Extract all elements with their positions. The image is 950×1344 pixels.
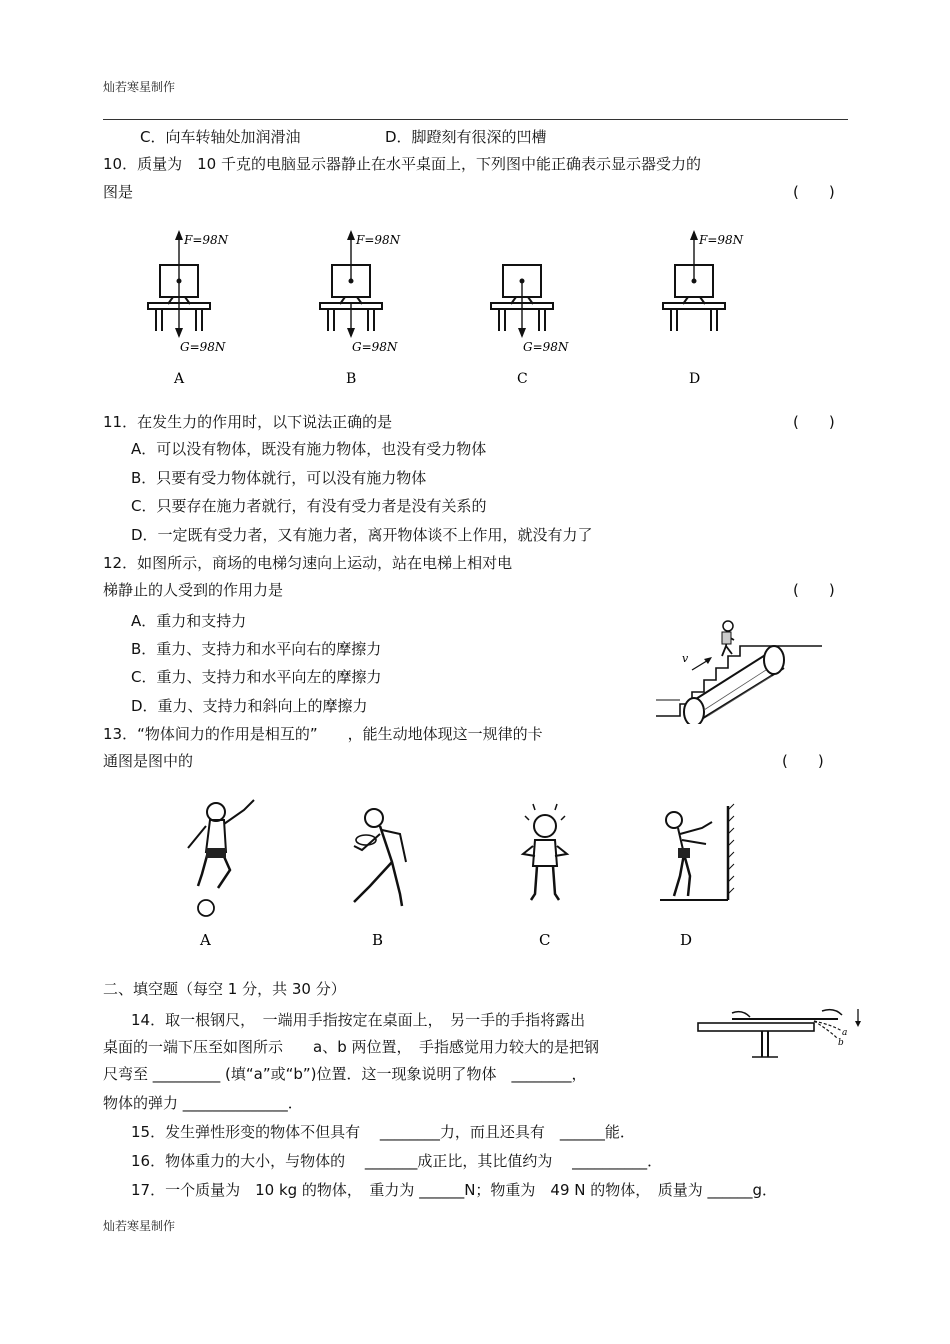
q11-option-c: C．只要存在施力者就行，有没有受力者是没有关系的	[131, 497, 487, 515]
q13-d-label: D	[680, 931, 693, 949]
q12-velocity-label: v	[682, 652, 689, 665]
q16-text: 16．物体重力的大小，与物体的 _______成正比，其比值约为 __________．	[131, 1152, 663, 1170]
q11-option-a: A．可以没有物体，既没有施力物体，也没有受力物体	[131, 440, 487, 458]
q12-option-a: A．重力和支持力	[131, 612, 247, 630]
q10-c-force-bottom: G=98N	[523, 340, 569, 354]
q13-cartoon-d	[660, 804, 734, 949]
q13-a-label: A	[200, 931, 211, 949]
q11-answer-paren: ( )	[793, 413, 835, 431]
q13-stem-line1: 13．“物体间力的作用是相互的” ，能生动地体现这一规律的卡	[103, 725, 543, 743]
header-divider	[103, 119, 848, 120]
q10-d-label: D	[689, 371, 701, 387]
q17-text: 17．一个质量为 10 kg 的物体， 重力为 ______N；物重为 49 N 的物体， 质量为 ______g．	[131, 1181, 778, 1199]
q13-cartoon-figure	[160, 790, 760, 960]
q14-line4: 物体的弹力 ______________．	[103, 1094, 303, 1112]
q12-option-d: D．重力、支持力和斜向上的摩擦力	[131, 697, 368, 715]
q12-option-b: B．重力、支持力和水平向右的摩擦力	[131, 640, 382, 658]
q12-stem-line2: 梯静止的人受到的作用力是	[103, 581, 284, 599]
q10-a-label: A	[174, 371, 185, 387]
q11-option-b: B．只要有受力物体就行，可以没有施力物体	[131, 469, 427, 487]
q10-stem-line2: 图是	[103, 183, 134, 201]
q10-b-force-bottom: G=98N	[352, 340, 398, 354]
q10-a-force-top: F=98N	[184, 233, 229, 247]
q9-option-d: D．脚蹬刻有很深的凹槽	[385, 128, 547, 146]
section2-title: 二、填空题（每空 1 分，共 30 分）	[103, 980, 346, 998]
q10-stem-line1: 10．质量为 10 千克的电脑显示器静止在水平桌面上，下列图中能正确表示显示器受力的	[103, 155, 701, 173]
q13-cartoon-a	[188, 800, 254, 949]
q10-figure-d	[663, 230, 744, 387]
q14-line2: 桌面的一端下压至如图所示 a、b 两位置， 手指感觉用力较大的是把钢	[103, 1038, 599, 1056]
q11-stem: 11．在发生力的作用时，以下说法正确的是	[103, 413, 393, 431]
q12-option-c: C．重力、支持力和水平向左的摩擦力	[131, 668, 382, 686]
q13-stem-line2: 通图是图中的	[103, 752, 194, 770]
q13-c-label: C	[539, 931, 551, 949]
q9-option-c: C．向车转轴处加润滑油	[140, 128, 301, 146]
q10-figure-a	[148, 230, 229, 387]
q13-answer-paren: ( )	[782, 752, 824, 770]
q14-position-a-label: a	[842, 1028, 848, 1038]
q10-figure-c	[491, 265, 569, 387]
q10-b-force-top: F=98N	[356, 233, 401, 247]
q12-stem-line1: 12．如图所示，商场的电梯匀速向上运动，站在电梯上相对电	[103, 554, 513, 572]
q10-c-label: C	[517, 371, 528, 387]
q14-line3: 尺弯至 _________ (填“a”或“b”)位置．这一现象说明了物体 ________，	[103, 1065, 587, 1083]
page-footer-text: 灿若寒星制作	[103, 1219, 176, 1233]
q14-line1: 14．取一根钢尺， 一端用手指按定在桌面上， 另一手的手指将露出	[131, 1011, 586, 1029]
q15-text: 15．发生弹性形变的物体不但具有 ________力，而且还具有 ______能．	[131, 1123, 635, 1141]
q12-answer-paren: ( )	[793, 581, 835, 599]
q10-answer-paren: ( )	[793, 183, 835, 201]
q14-position-b-label: b	[838, 1038, 844, 1048]
q13-cartoon-b	[354, 809, 406, 949]
q10-b-label: B	[346, 371, 357, 387]
page-header-text: 灿若寒星制作	[103, 80, 176, 94]
q10-figure-b	[320, 230, 401, 387]
q13-b-label: B	[372, 931, 384, 949]
q10-d-force-top: F=98N	[699, 233, 744, 247]
q12-escalator-figure	[652, 604, 822, 724]
q10-figure	[140, 218, 765, 393]
q10-a-force-bottom: G=98N	[180, 340, 226, 354]
q11-option-d: D．一定既有受力者，又有施力者，离开物体谈不上作用，就没有力了	[131, 526, 593, 544]
q14-ruler-figure	[692, 1003, 867, 1065]
q13-cartoon-c	[523, 804, 567, 949]
